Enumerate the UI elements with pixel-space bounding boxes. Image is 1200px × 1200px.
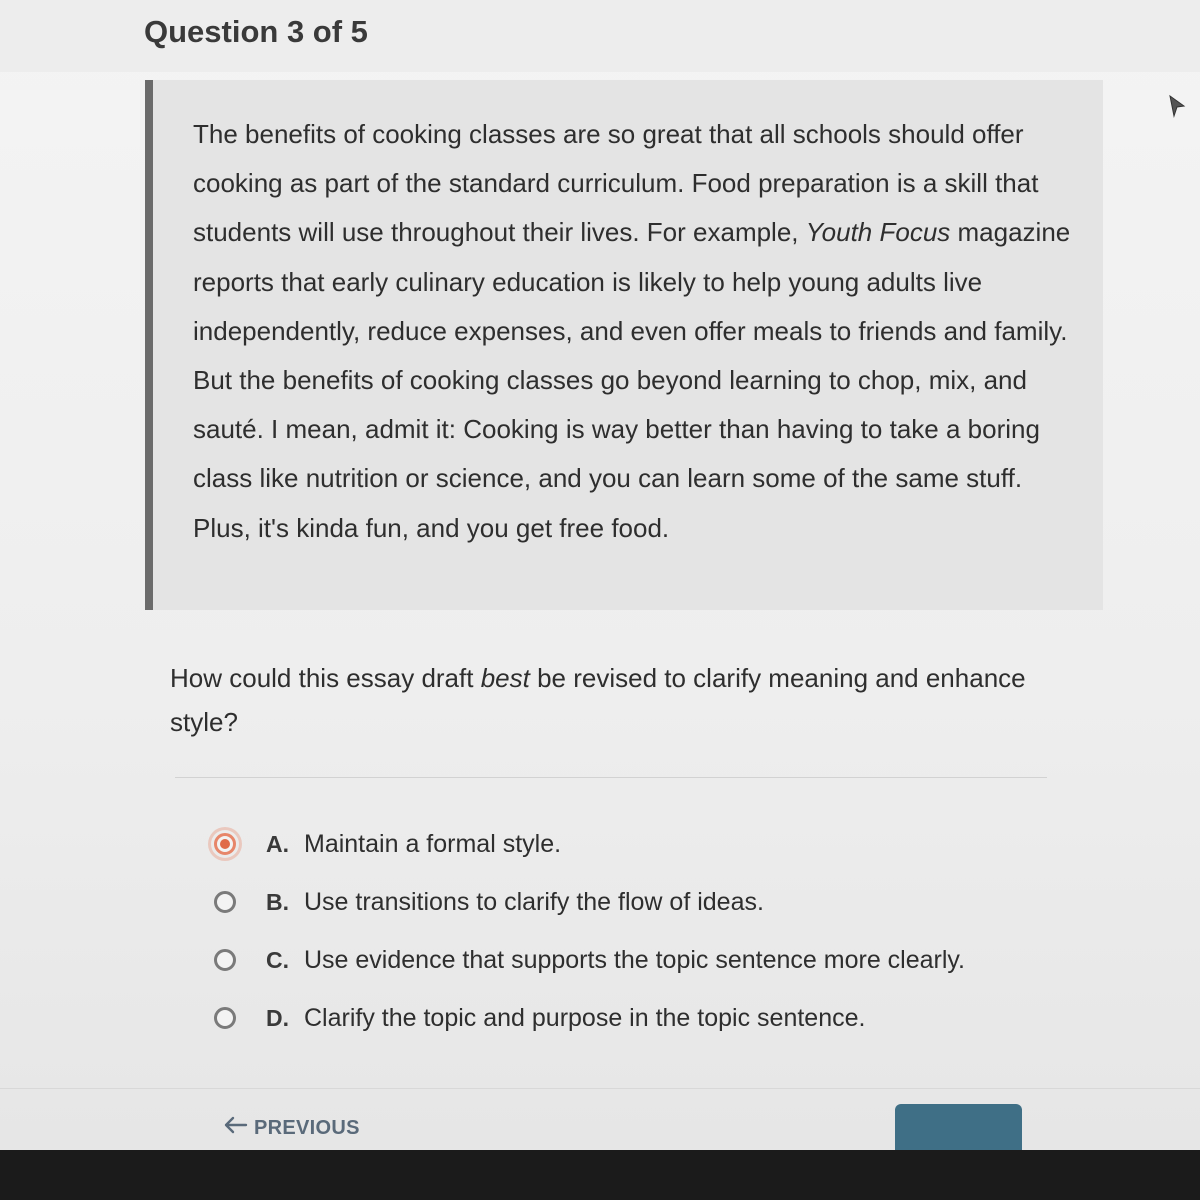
radio-icon[interactable] xyxy=(214,949,236,971)
option-letter: D. xyxy=(266,1004,289,1031)
option-b[interactable] xyxy=(214,873,1094,931)
option-letter: A. xyxy=(266,830,289,857)
prompt-text-before: How could this essay draft xyxy=(170,663,481,693)
option-letter: C. xyxy=(266,946,289,973)
radio-selected-icon[interactable] xyxy=(214,833,236,855)
radio-icon[interactable] xyxy=(214,1007,236,1029)
magazine-title: Youth Focus xyxy=(805,217,951,248)
header-bar xyxy=(0,0,1200,72)
monitor-bezel xyxy=(0,1150,1200,1200)
next-button[interactable] xyxy=(895,1104,1022,1150)
previous-button[interactable] xyxy=(222,1116,360,1140)
option-a[interactable] xyxy=(214,815,1094,873)
option-letter: B. xyxy=(266,888,289,915)
answer-options xyxy=(214,815,1094,1047)
arrow-left-icon xyxy=(222,1116,248,1140)
option-text: Use transitions to clarify the flow of ideas. xyxy=(304,887,764,916)
prompt-text-after: be revised to clarify meaning and enhance style? xyxy=(170,663,1026,737)
passage-text-part-1: The benefits of cooking classes are so great that all schools should offer cooking as part of the standard curriculum. Food preparation is a skill that students will use throughout their lives. For example, xyxy=(193,119,1039,248)
passage-text xyxy=(193,110,1073,553)
option-text: Maintain a formal style. xyxy=(304,829,562,858)
footer-divider xyxy=(0,1088,1200,1089)
previous-label: PREVIOUS xyxy=(254,1116,360,1139)
question-prompt xyxy=(170,656,1050,744)
option-c[interactable] xyxy=(214,931,1094,989)
mouse-cursor-icon xyxy=(1166,92,1188,127)
question-counter: Question 3 of 5 xyxy=(144,14,368,49)
prompt-emphasis: best xyxy=(480,663,530,693)
option-text: Clarify the topic and purpose in the topic sentence. xyxy=(304,1003,866,1032)
essay-passage xyxy=(145,80,1103,610)
option-text: Use evidence that supports the topic sentence more clearly. xyxy=(304,945,965,974)
option-d[interactable] xyxy=(214,989,1094,1047)
passage-text-part-2: magazine reports that early culinary education is likely to help young adults live independently, reduce expenses, and even offer meals to friends and family. But the benefits of cooking classes go beyond learning to chop, mix, and sauté. I mean, admit it: Cooking is way better than having to take a boring class like nutrition or science, and you can learn some of the same stuff. Plus, it's kinda fun, and you get free food. xyxy=(193,217,1071,543)
radio-icon[interactable] xyxy=(214,891,236,913)
divider xyxy=(175,777,1047,778)
